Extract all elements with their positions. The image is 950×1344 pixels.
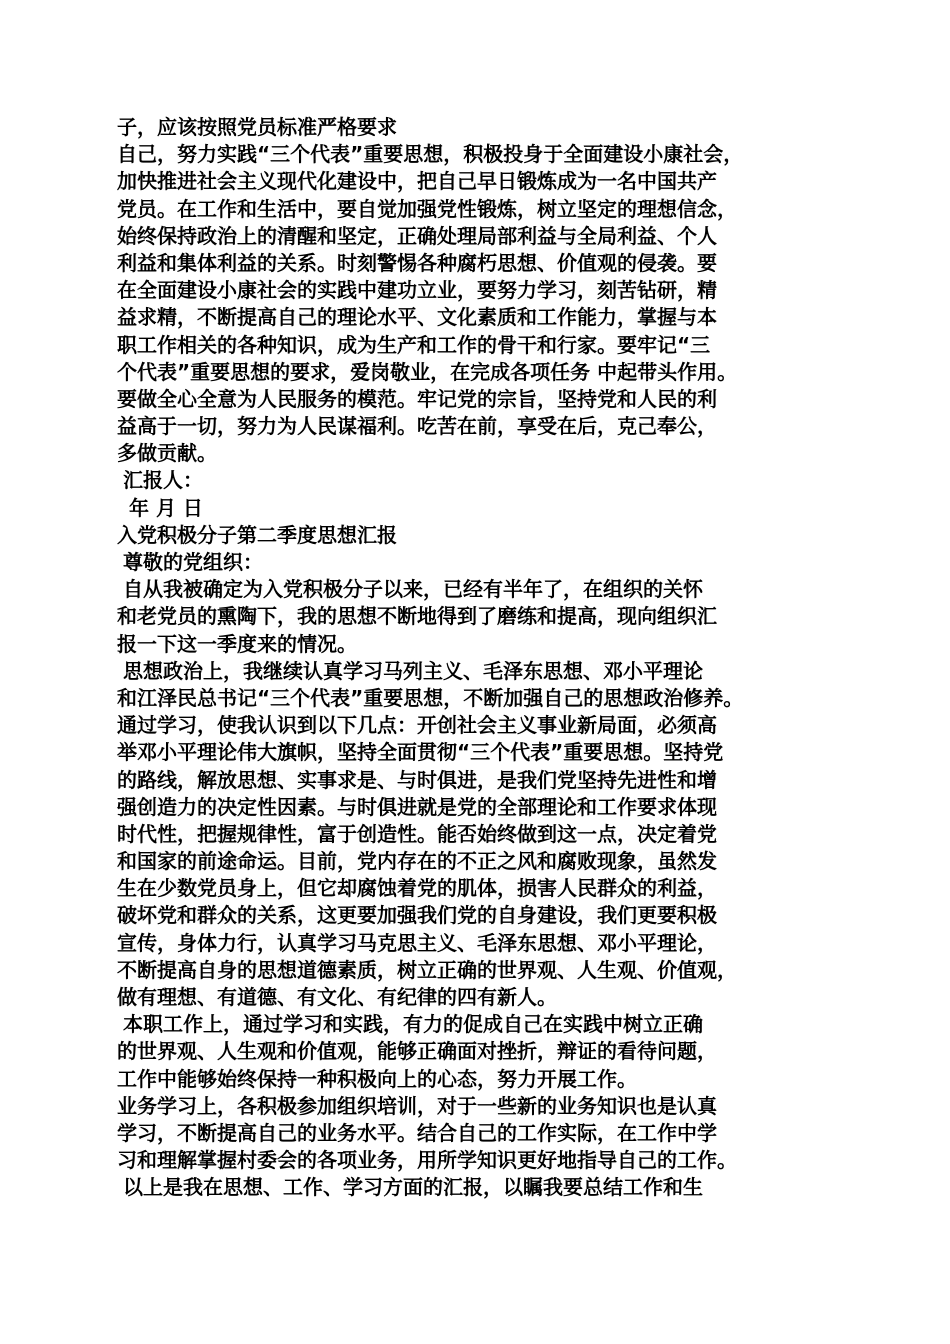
text-line: 的路线，解放思想、实事求是、与时俱进，是我们党坚持先进性和增 (117, 767, 717, 792)
text-line: 不断提高自身的思想道德素质，树立正确的世界观、人生观、价值观， (117, 957, 737, 982)
text-line: 自从我被确定为入党积极分子以来，已经有半年了，在组织的关怀 (123, 577, 703, 602)
text-line: 和江泽民总书记“三个代表”重要思想，不断加强自己的思想政治修养。 (117, 685, 744, 710)
text-line: 始终保持政治上的清醒和坚定，正确处理局部利益与全局利益、个人 (117, 223, 717, 248)
date-line: 年 月 日 (129, 495, 203, 520)
text-line: 举邓小平理论伟大旗帜，坚持全面贯彻“三个代表”重要思想。坚持党 (117, 740, 724, 765)
text-line: 和国家的前途命运。目前，党内存在的不正之风和腐败现象，虽然发 (117, 849, 717, 874)
text-line: 习和理解掌握村委会的各项业务，用所学知识更好地指导自己的工作。 (117, 1148, 737, 1173)
text-line: 强创造力的决定性因素。与时俱进就是党的全部理论和工作要求体现 (117, 794, 717, 819)
document-page (117, 114, 847, 1202)
text-line: 自己，努力实践“三个代表”重要思想，积极投身于全面建设小康社会， (117, 142, 744, 167)
text-line: 思想政治上，我继续认真学习马列主义、毛泽东思想、邓小平理论 (123, 658, 703, 683)
text-line: 利益和集体利益的关系。时刻警惕各种腐朽思想、价值观的侵袭。要 (117, 250, 717, 275)
text-line: 加快推进社会主义现代化建设中，把自己早日锻炼成为一名中国共产 (117, 169, 717, 194)
text-line: 和老党员的熏陶下，我的思想不断地得到了磨练和提高，现向组织汇 (117, 604, 717, 629)
text-line: 子，应该按照党员标准严格要求 (117, 115, 397, 139)
text-line: 职工作相关的各种知识，成为生产和工作的骨干和行家。要牢记“三 (117, 332, 711, 357)
text-line: 时代性，把握规律性，富于创造性。能否始终做到这一点，决定着党 (117, 821, 717, 846)
text-line: 党员。在工作和生活中，要自觉加强党性锻炼，树立坚定的理想信念， (117, 196, 737, 221)
text-line: 益求精，不断提高自己的理论水平、文化素质和工作能力，掌握与本 (117, 305, 717, 330)
text-line: 要做全心全意为人民服务的模范。牢记党的宗旨，坚持党和人民的利 (117, 386, 717, 411)
section-title: 入党积极分子第二季度思想汇报 (117, 522, 397, 547)
text-line: 的世界观、人生观和价值观，能够正确面对挫折，辩证的看待问题， (117, 1039, 717, 1064)
text-line: 通过学习，使我认识到以下几点：开创社会主义事业新局面，必须高 (117, 713, 717, 738)
text-line: 本职工作上，通过学习和实践，有力的促成自己在实践中树立正确 (123, 1012, 703, 1037)
text-line: 个代表”重要思想的要求，爱岗敬业，在完成各项任务 中起带头作用。 (117, 359, 738, 384)
text-line: 学习，不断提高自己的业务水平。结合自己的工作实际，在工作中学 (117, 1120, 717, 1145)
text-line: 破坏党和群众的关系，这更要加强我们党的自身建设，我们更要积极 (117, 903, 717, 928)
text-line: 宣传，身体力行，认真学习马克思主义、毛泽东思想、邓小平理论， (117, 930, 717, 955)
text-line: 生在少数党员身上，但它却腐蚀着党的肌体，损害人民群众的利益， (117, 876, 717, 901)
text-line: 业务学习上，各积极参加组织培训，对于一些新的业务知识也是认真 (117, 1093, 717, 1118)
reporter-label: 汇报人： (123, 468, 203, 493)
text-line: 多做贡献。 (117, 441, 217, 466)
text-line: 工作中能够始终保持一种积极向上的心态，努力开展工作。 (117, 1066, 637, 1091)
text-line: 做有理想、有道德、有文化、有纪律的四有新人。 (117, 985, 557, 1009)
text-line: 以上是我在思想、工作、学习方面的汇报，以瞩我要总结工作和生 (123, 1175, 703, 1200)
salutation: 尊敬的党组织： (123, 550, 263, 574)
text-line: 益高于一切，努力为人民谋福利。吃苦在前，享受在后，克己奉公， (117, 414, 717, 439)
text-line: 在全面建设小康社会的实践中建功立业，要努力学习，刻苦钻研，精 (117, 278, 717, 303)
text-line: 报一下这一季度来的情况。 (117, 631, 357, 656)
